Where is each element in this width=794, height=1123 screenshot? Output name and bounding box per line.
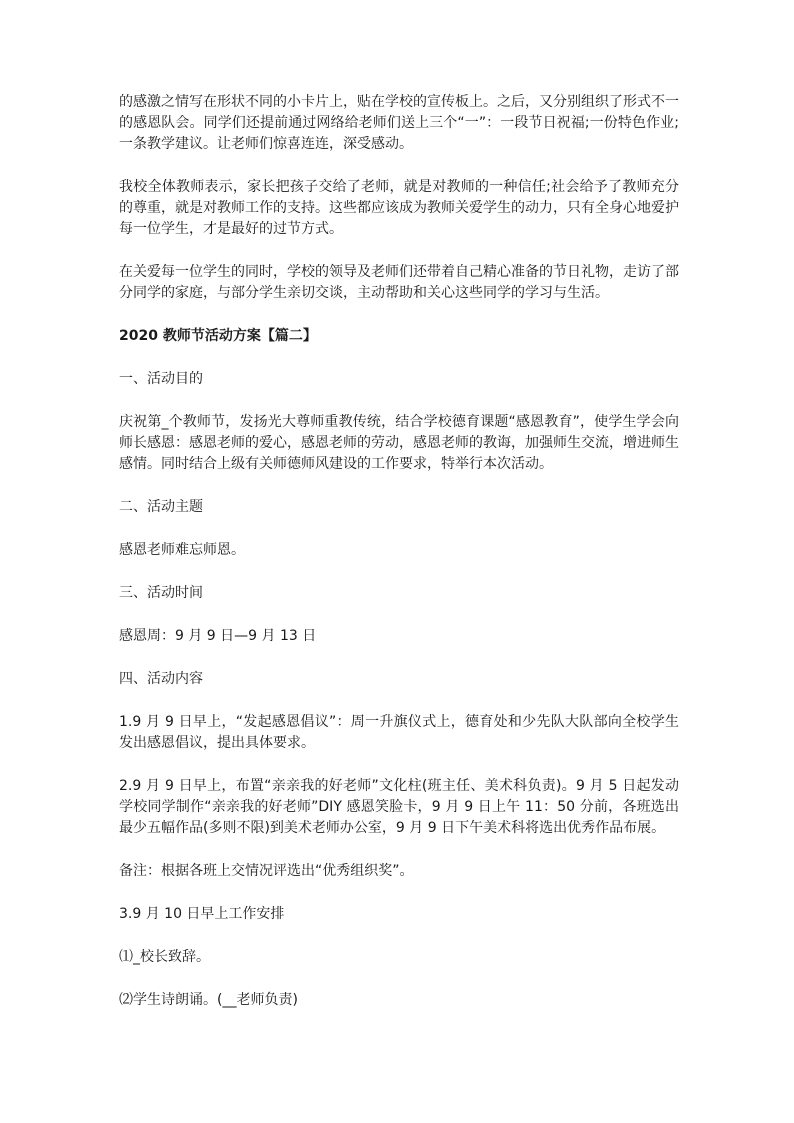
paragraph-note: 备注：根据各班上交情况评选出“优秀组织奖”。: [119, 863, 414, 879]
paragraph-activity-theme: 感恩老师难忘师恩。: [119, 542, 245, 558]
heading-activity-theme: 二、活动主题: [119, 499, 203, 515]
paragraph-sub-item-1: ⑴_校长致辞。: [119, 949, 210, 965]
paragraph-item-3: 3.9 月 10 日早上工作安排: [119, 906, 285, 922]
heading-activity-time: 三、活动时间: [119, 585, 203, 601]
paragraph-teachers-statement: 我校全体教师表示，家长把孩子交给了老师，就是对教师的一种信任;社会给予了教师充分的尊重，就是对教师工作的支持。这些都应该成为教师关爱学生的动力，只有全身心地爱护每一位学生，才是最好的过节方式。: [119, 179, 679, 237]
paragraph-activity-time: 感恩周：9 月 9 日—9 月 13 日: [119, 628, 317, 644]
heading-activity-purpose: 一、活动目的: [119, 371, 203, 387]
document-page: [119, 92, 679, 1033]
paragraph-item-1: 1.9 月 9 日早上，“发起感恩倡议”：周一升旗仪式上，德育处和少先队大队部向全校学生发出感恩倡议，提出具体要求。: [119, 714, 679, 751]
paragraph-intro: 的感激之情写在形状不同的小卡片上，贴在学校的宣传板上。之后，又分别组织了形式不一的感恩队会。同学们还提前通过网络给老师们送上三个“一”：一段节日祝福;一份特色作业;一条教学建议。让老师们惊喜连连，深受感动。: [119, 94, 679, 152]
paragraph-sub-item-2: ⑵学生诗朗诵。(__老师负责): [119, 992, 298, 1008]
paragraph-item-2: 2.9 月 9 日早上，布置“亲亲我的好老师”文化柱(班主任、美术科负责)。9 月 5 日起发动学校同学制作“亲亲我的好老师”DIY 感恩笑脸卡，9 月 9 日上午 11：50 分前，各班选出最少五幅作品(多则不限)到美术老师办公室，9 月 9 日下午美术科将选出优秀作品布展。: [119, 778, 679, 836]
section-title-part-two: 2020 教师节活动方案【篇二】: [119, 328, 317, 344]
paragraph-home-visits: 在关爱每一位学生的同时，学校的领导及老师们还带着自己精心准备的节日礼物，走访了部分同学的家庭，与部分学生亲切交谈，主动帮助和关心这些同学的学习与生活。: [119, 264, 679, 301]
heading-activity-content: 四、活动内容: [119, 671, 203, 687]
paragraph-activity-purpose: 庆祝第_个教师节，发扬光大尊师重教传统，结合学校德育课题“感恩教育”，使学生学会向师长感恩：感恩老师的爱心，感恩老师的劳动，感恩老师的教诲，加强师生交流，增进师生感情。同时结合上级有关师德师风建设的工作要求，特举行本次活动。: [119, 414, 679, 472]
